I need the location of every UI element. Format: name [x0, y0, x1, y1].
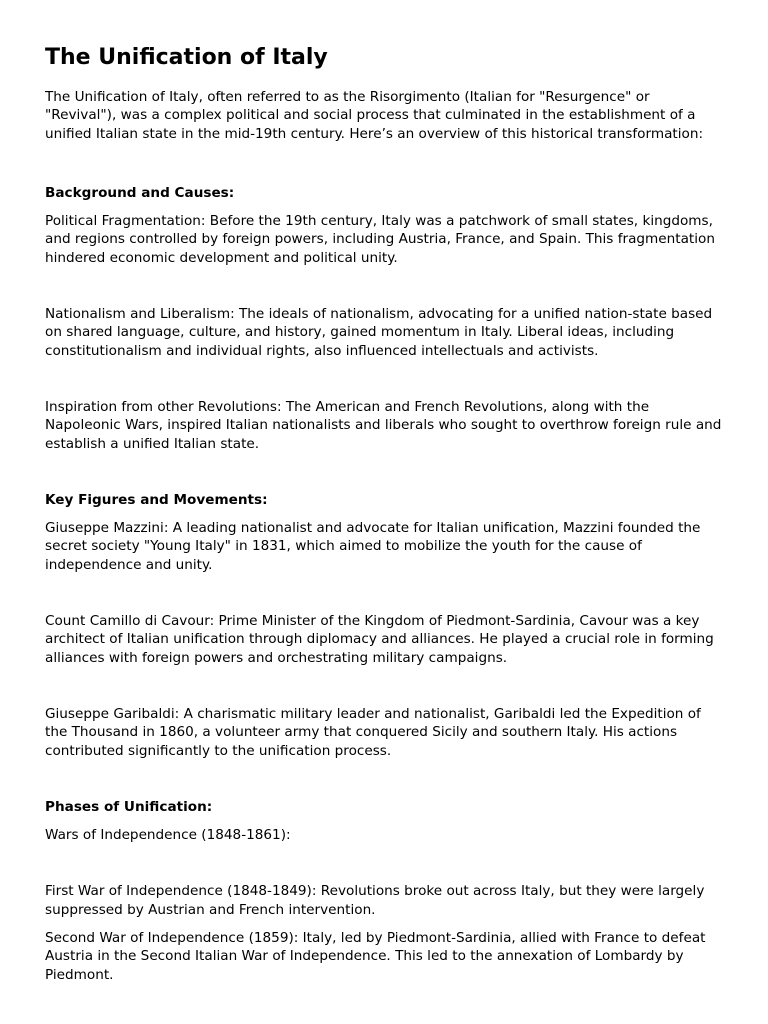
document-page	[45, 42, 725, 984]
paragraph-cavour: Count Camillo di Cavour: Prime Minister of the Kingdom of Piedmont-Sardinia, Cavour was a key architect of Italian unification through diplomacy and alliances. He played a crucial role in forming alliances with foreign powers and orchestrating military campaigns.	[45, 613, 714, 666]
paragraph-inspiration-revolutions: Inspiration from other Revolutions: The American and French Revolutions, along with the Napoleonic Wars, inspired Italian nationalists and liberals who sought to overthrow foreign rule and establish a unified Italian state.	[45, 398, 722, 452]
intro-paragraph: The Unification of Italy, often referred to as the Risorgimento (Italian for "Resurgence" or "Revival"), was a complex political and social process that culminated in the establishment of a unified Italian state in the mid-19th century. Here’s an overview of this historical transformation:	[45, 89, 704, 142]
paragraph-wars-of-independence: Wars of Independence (1848-1861):	[45, 827, 291, 844]
paragraph-first-war: First War of Independence (1848-1849): Revolutions broke out across Italy, but they were largely suppressed by Austrian and French intervention.	[45, 883, 705, 918]
paragraph-second-war: Second War of Independence (1859): Italy, led by Piedmont-Sardinia, allied with France to defeat Austria in the Second Italian War of Independence. This led to the annexation of Lombardy by Piedmont.	[45, 930, 706, 983]
paragraph-political-fragmentation: Political Fragmentation: Before the 19th century, Italy was a patchwork of small states, kingdoms, and regions controlled by foreign powers, including Austria, France, and Spain. This fragmentation hindered economic development and political unity.	[45, 213, 715, 266]
page-title: The Unification of Italy	[45, 45, 328, 70]
section-heading-key-figures: Key Figures and Movements:	[45, 491, 268, 508]
paragraph-nationalism-liberalism: Nationalism and Liberalism: The ideals of nationalism, advocating for a unified nation-state based on shared language, culture, and history, gained momentum in Italy. Liberal ideas, including constitutionalism and individual rights, also influenced intellectuals and activists.	[45, 306, 713, 359]
section-heading-phases: Phases of Unification:	[45, 798, 213, 815]
paragraph-garibaldi: Giuseppe Garibaldi: A charismatic military leader and nationalist, Garibaldi led the Expedition of the Thousand in 1860, a volunteer army that conquered Sicily and southern Italy. His actions contributed significantly to the unification process.	[45, 705, 701, 759]
section-heading-background: Background and Causes:	[45, 184, 235, 201]
paragraph-mazzini: Giuseppe Mazzini: A leading nationalist and advocate for Italian unification, Mazzini founded the secret society "Young Italy" in 1831, which aimed to mobilize the youth for the cause of independence and unity.	[45, 520, 701, 573]
